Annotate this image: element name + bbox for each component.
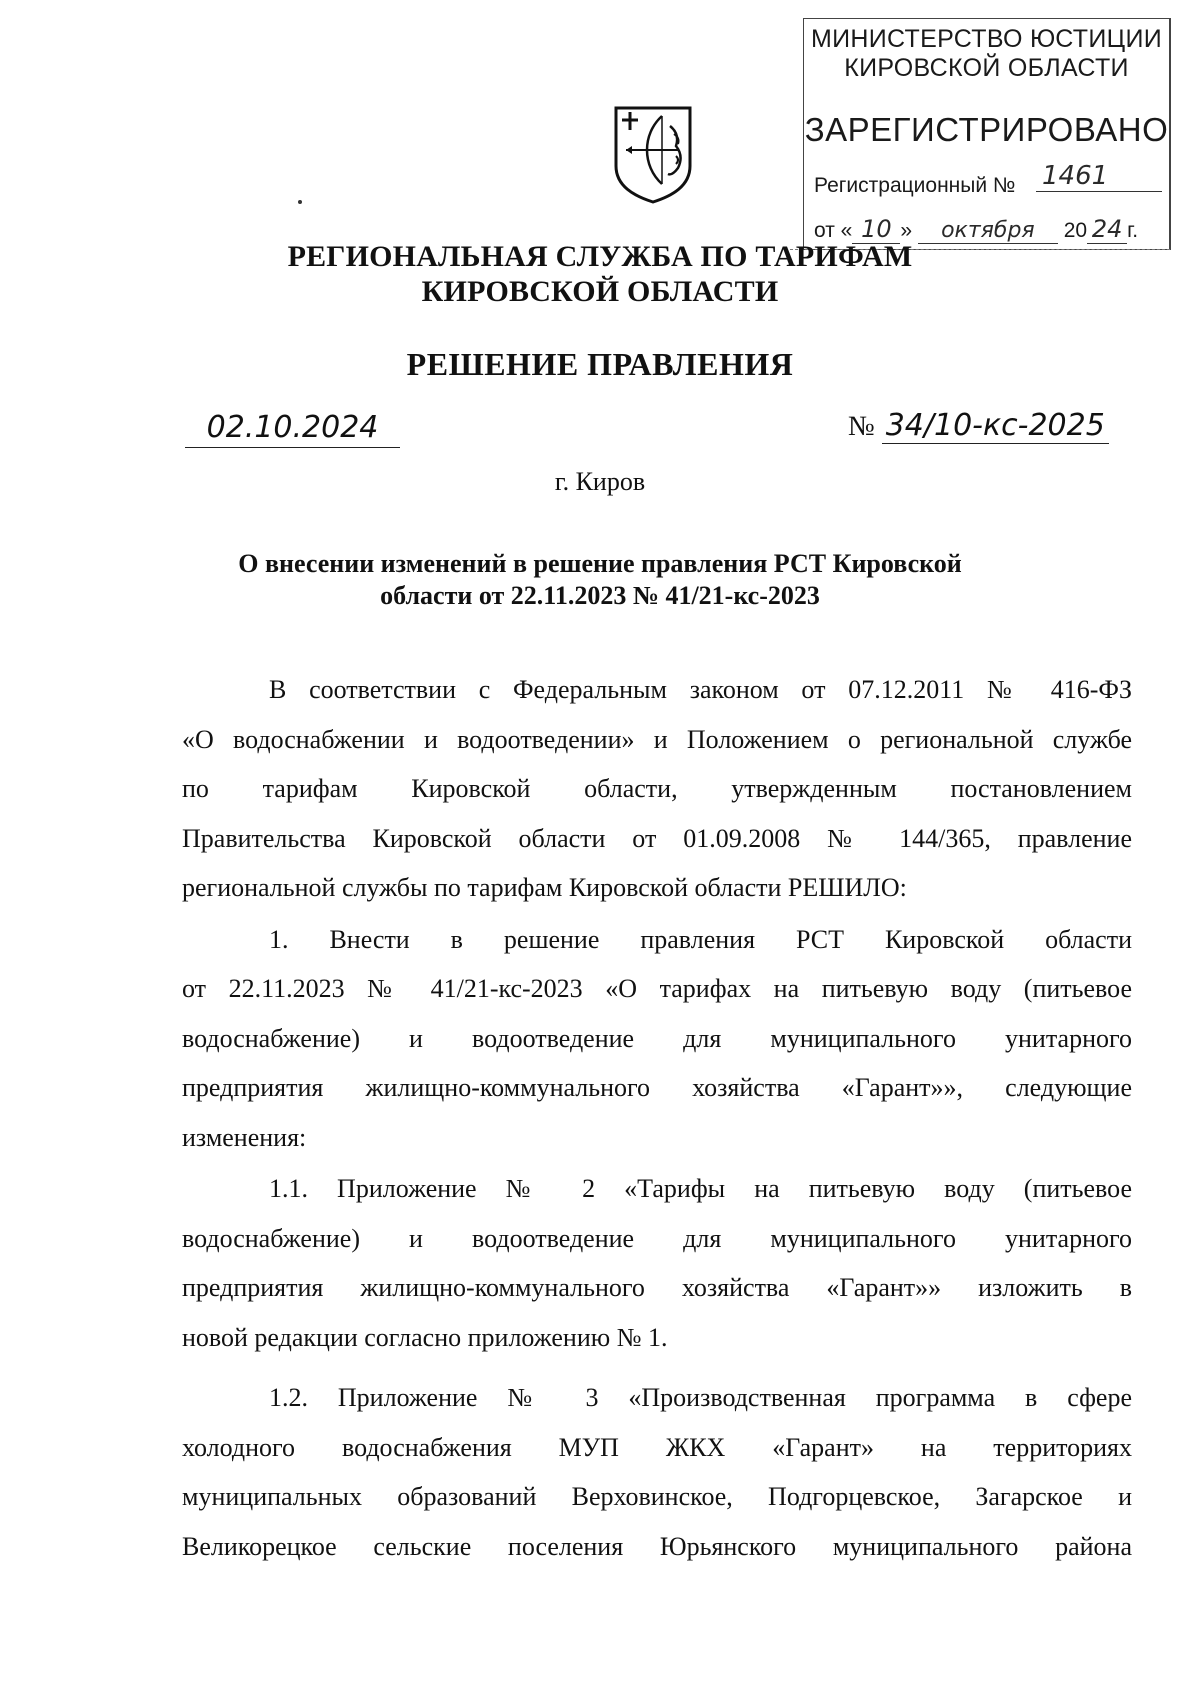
item1-1-line: новой редакции согласно приложению № 1. <box>182 1322 668 1352</box>
stamp-date-suffix: г. <box>1127 219 1139 242</box>
subject-line2: области от 22.11.2023 № 41/21-кс-2023 <box>380 581 820 610</box>
decision-date: 02.10.2024 <box>185 410 400 448</box>
item1-2-line: Великорецкое сельские поселения Юрьянского муниципального района <box>182 1531 1132 1561</box>
item1-1-line: водоснабжение) и водоотведение для муниципального унитарного <box>182 1223 1132 1253</box>
item1-1-line: 1.1. Приложение № 2 «Тарифы на питьевую воду (питьевое <box>269 1174 1132 1203</box>
item1-line: от 22.11.2023 № 41/21-кс-2023 «О тарифах на питьевую воду (питьевое <box>182 974 1132 1003</box>
stamp-date-year-prefix: 20 <box>1063 219 1088 242</box>
stamp-reg-number: 1461 <box>1036 161 1162 192</box>
stamp-ministry-line1: МИНИСТЕРСТВО ЮСТИЦИИ <box>811 25 1162 53</box>
registration-stamp <box>803 18 1171 250</box>
preamble-line: Правительства Кировской области от 01.09.2008 № 144/365, правление <box>182 823 1132 853</box>
decision-number <box>848 408 1109 443</box>
city: г. Киров <box>554 467 646 496</box>
item1-line: водоснабжение) и водоотведение для муниципального унитарного <box>182 1023 1132 1053</box>
stamp-ministry-line2: КИРОВСКОЙ ОБЛАСТИ <box>844 54 1129 82</box>
org-name-line1: РЕГИОНАЛЬНАЯ СЛУЖБА ПО ТАРИФАМ <box>287 240 913 273</box>
stamp-date-prefix: от « <box>814 219 853 242</box>
number-value: 34/10-кс-2025 <box>882 408 1109 444</box>
item1-line: изменения: <box>182 1122 307 1152</box>
stamp-date-month: октября <box>918 218 1058 244</box>
preamble-line: В соответствии с Федеральным законом от 07.12.2011 № 416-ФЗ <box>269 675 1132 704</box>
coat-of-arms-icon <box>612 104 694 204</box>
item1-2-line: 1.2. Приложение № 3 «Производственная программа в сфере <box>269 1383 1132 1412</box>
page-title: РЕШЕНИЕ ПРАВЛЕНИЯ <box>406 346 794 382</box>
stamp-reg-label: Регистрационный № <box>814 174 1016 197</box>
stamp-ministry <box>804 25 1169 83</box>
stamp-date-day: 10 <box>852 215 900 244</box>
stamp-status: ЗАРЕГИСТРИРОВАНО <box>804 111 1169 148</box>
item1-2-line: холодного водоснабжения МУП ЖКХ «Гарант» на территориях <box>182 1432 1132 1462</box>
preamble-line: «О водоснабжении и водоотведении» и Положением о региональной службе <box>182 724 1132 754</box>
item1-1-line: предприятия жилищно-коммунального хозяйства «Гарант»» изложить в <box>182 1273 1132 1302</box>
subject-line1: О внесении изменений в решение правления РСТ Кировской <box>238 549 962 578</box>
document-subject <box>0 548 1200 612</box>
org-name-line2: КИРОВСКОЙ ОБЛАСТИ <box>421 275 779 308</box>
item1-2-line: муниципальных образований Верховинское, Подгорцевское, Загарское и <box>182 1482 1132 1511</box>
item1-line: 1. Внести в решение правления РСТ Кировской области <box>269 924 1132 954</box>
number-label: № <box>848 411 875 442</box>
item1-line: предприятия жилищно-коммунального хозяйства «Гарант»», следующие <box>182 1073 1132 1102</box>
stamp-date-mid: » <box>900 219 913 242</box>
stamp-date-year-suffix: 24 <box>1087 215 1127 244</box>
speck-dot <box>298 200 302 204</box>
preamble-line: по тарифам Кировской области, утвержденным постановлением <box>182 774 1132 803</box>
document-body <box>182 665 1132 1571</box>
preamble-line: региональной службы по тарифам Кировской области РЕШИЛО: <box>182 873 907 902</box>
